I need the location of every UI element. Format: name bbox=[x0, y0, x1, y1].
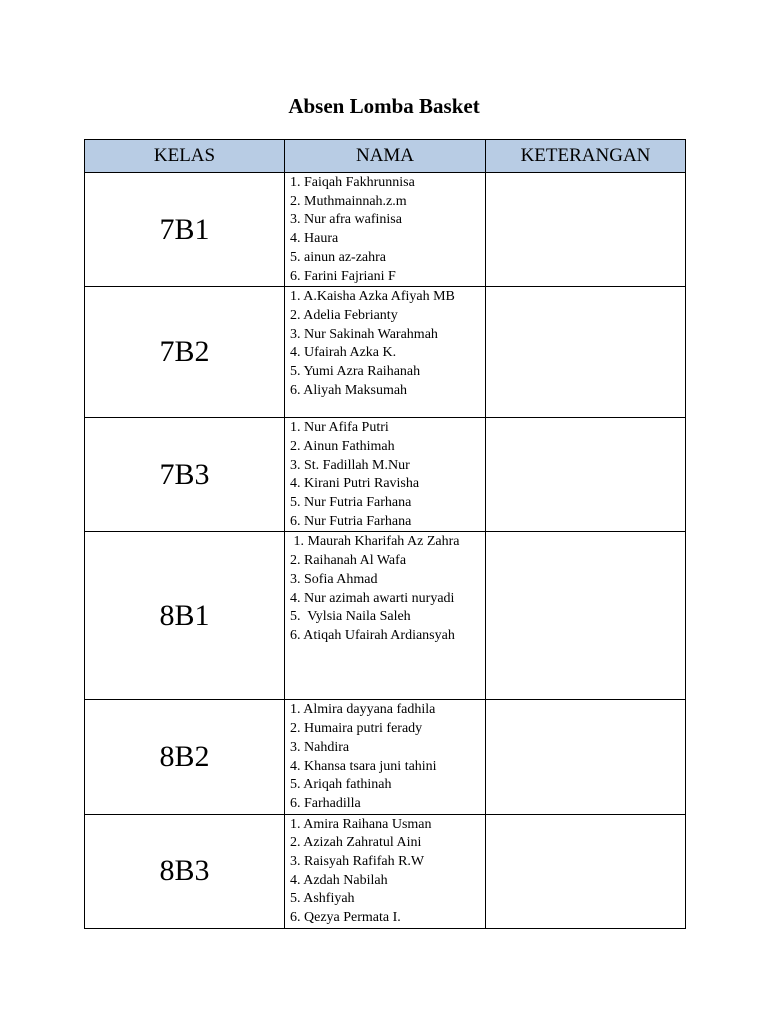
header-kelas: KELAS bbox=[85, 140, 285, 173]
student-name: 5. Ashfiyah bbox=[290, 891, 355, 907]
header-keterangan: KETERANGAN bbox=[486, 140, 686, 173]
keterangan-cell bbox=[486, 287, 686, 418]
student-name: 6. Farhadilla bbox=[290, 795, 361, 811]
kelas-cell: 8B1 bbox=[85, 532, 285, 700]
student-name: 6. Nur Futria Farhana bbox=[290, 513, 412, 529]
student-name: 2. Adelia Febrianty bbox=[290, 307, 398, 323]
student-name: 1. Almira dayyana fadhila bbox=[290, 702, 436, 718]
student-name: 5. Yumi Azra Raihanah bbox=[290, 364, 421, 380]
kelas-cell: 7B3 bbox=[85, 418, 285, 532]
table-row bbox=[85, 418, 686, 532]
nama-cell bbox=[285, 814, 486, 928]
student-name: 4. Haura bbox=[290, 231, 339, 247]
keterangan-cell bbox=[486, 173, 686, 287]
student-name: 4. Kirani Putri Ravisha bbox=[290, 476, 420, 492]
student-name: 2. Raihanah Al Wafa bbox=[290, 553, 407, 569]
student-name: 3. Sofia Ahmad bbox=[290, 571, 378, 587]
student-name: 2. Muthmainnah.z.m bbox=[290, 193, 407, 209]
table-row bbox=[85, 700, 686, 814]
student-name: 1. Amira Raihana Usman bbox=[290, 816, 432, 832]
nama-cell bbox=[285, 287, 486, 418]
kelas-cell: 8B2 bbox=[85, 700, 285, 814]
kelas-cell: 7B2 bbox=[85, 287, 285, 418]
student-name: 2. Azizah Zahratul Aini bbox=[290, 835, 422, 851]
header-row bbox=[85, 140, 686, 173]
nama-cell bbox=[285, 173, 486, 287]
table-row bbox=[85, 287, 686, 418]
student-name: 4. Azdah Nabilah bbox=[290, 872, 388, 888]
student-name: 5. Nur Futria Farhana bbox=[290, 495, 412, 511]
attendance-table bbox=[84, 139, 686, 929]
table-row bbox=[85, 532, 686, 700]
student-name: 5. ainun az-zahra bbox=[290, 249, 386, 265]
student-name: 1. Nur Afifa Putri bbox=[290, 420, 389, 436]
table-row bbox=[85, 173, 686, 287]
student-name: 6. Farini Fajriani F bbox=[290, 268, 396, 284]
student-name: 4. Ufairah Azka K. bbox=[290, 345, 397, 361]
student-name: 4. Khansa tsara juni tahini bbox=[290, 758, 437, 774]
student-name: 3. Raisyah Rafifah R.W bbox=[290, 854, 425, 870]
student-name: 3. St. Fadillah M.Nur bbox=[290, 457, 410, 473]
kelas-cell: 7B1 bbox=[85, 173, 285, 287]
kelas-cell: 8B3 bbox=[85, 814, 285, 928]
student-name: 6. Qezya Permata I. bbox=[290, 910, 401, 926]
student-name: 5. Vylsia Naila Saleh bbox=[290, 609, 411, 625]
student-name: 6. Aliyah Maksumah bbox=[290, 382, 408, 398]
student-name: 3. Nur afra wafinisa bbox=[290, 212, 402, 228]
keterangan-cell bbox=[486, 700, 686, 814]
student-name: 1. Maurah Kharifah Az Zahra bbox=[290, 534, 460, 550]
header-nama: NAMA bbox=[285, 140, 486, 173]
keterangan-cell bbox=[486, 418, 686, 532]
student-name: 3. Nahdira bbox=[290, 739, 350, 755]
student-name: 2. Ainun Fathimah bbox=[290, 438, 395, 454]
student-name: 1. Faiqah Fakhrunnisa bbox=[290, 175, 415, 190]
table-row bbox=[85, 814, 686, 928]
student-name: 6. Atiqah Ufairah Ardiansyah bbox=[290, 627, 455, 643]
nama-cell bbox=[285, 532, 486, 700]
student-name: 2. Humaira putri ferady bbox=[290, 721, 423, 737]
keterangan-cell bbox=[486, 814, 686, 928]
keterangan-cell bbox=[486, 532, 686, 700]
student-name: 4. Nur azimah awarti nuryadi bbox=[290, 590, 455, 606]
nama-cell bbox=[285, 700, 486, 814]
nama-cell bbox=[285, 418, 486, 532]
student-name: 1. A.Kaisha Azka Afiyah MB bbox=[290, 289, 455, 305]
student-name: 5. Ariqah fathinah bbox=[290, 777, 392, 793]
student-name: 3. Nur Sakinah Warahmah bbox=[290, 326, 438, 342]
page-title: Absen Lomba Basket bbox=[288, 94, 480, 118]
